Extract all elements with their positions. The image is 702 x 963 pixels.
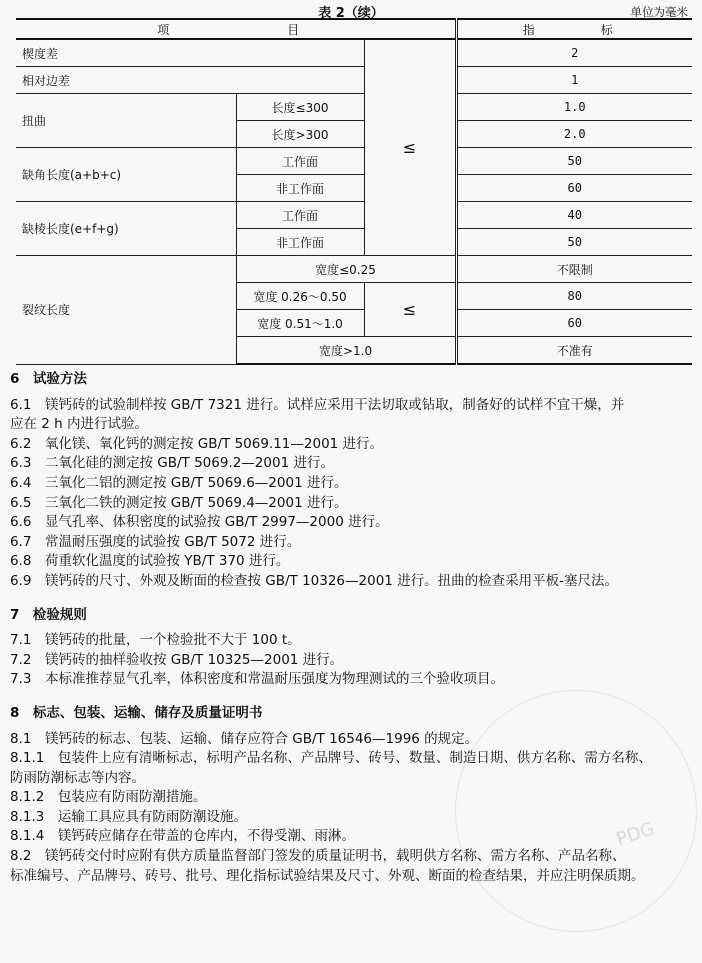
row-value: 不准有: [456, 337, 692, 365]
paragraph: 6.8 荷重软化温度的试验按 YB/T 370 进行。: [10, 553, 290, 570]
sub-label: 非工作面: [236, 175, 364, 202]
paragraph: 8.2 镁钙砖交付时应附有供方质量监督部门签发的质量证明书，载明供方名称、需方名称、产品名称、: [10, 848, 626, 865]
row-value: 不限制: [456, 256, 692, 283]
paragraph: 6.9 镁钙砖的尺寸、外观及断面的检查按 GB/T 10326—2001 进行。扭曲的检查采用平板-塞尺法。: [10, 572, 619, 589]
row-value: 40: [456, 202, 692, 229]
sub-label: 宽度>1.0: [236, 337, 456, 365]
row-value: 1: [456, 67, 692, 94]
paragraph: 8.1.4 镁钙砖应储存在带盖的仓库内，不得受潮、雨淋。: [10, 828, 355, 845]
row-value: 50: [456, 148, 692, 175]
row-value: 1.0: [456, 94, 692, 121]
row-value: 80: [456, 283, 692, 310]
row-label: 扭曲: [16, 94, 236, 148]
row-value: 2: [456, 39, 692, 67]
unit-note: 单位为毫米: [630, 5, 688, 19]
header-item: 项 目: [16, 19, 456, 39]
section-heading: 7 检验规则: [10, 606, 87, 623]
row-value: 60: [456, 310, 692, 337]
sub-label: 长度≤300: [236, 94, 364, 121]
paragraph: 7.2 镁钙砖的抽样验收按 GB/T 10325—2001 进行。: [10, 651, 344, 668]
paragraph: 防雨防潮标志等内容。: [10, 769, 145, 786]
table-header-row: [16, 19, 692, 39]
paragraph: 6.2 氧化镁、氧化钙的测定按 GB/T 5069.11—2001 进行。: [10, 435, 384, 452]
paragraph: 6.6 显气孔率、体积密度的试验按 GB/T 2997—2000 进行。: [10, 514, 389, 531]
table-row: [16, 67, 692, 94]
row-label: 楔度差: [16, 39, 364, 67]
table-row: [16, 148, 692, 175]
table-caption: [0, 2, 702, 21]
row-value: 2.0: [456, 121, 692, 148]
le-symbol: ≤: [364, 39, 456, 256]
sub-label: 工作面: [236, 202, 364, 229]
paragraph: 6.5 三氧化二铁的测定按 GB/T 5069.4—2001 进行。: [10, 494, 348, 511]
row-value: 60: [456, 175, 692, 202]
paragraph: 8.1.1 包装件上应有清晰标志，标明产品名称、产品牌号、砖号、数量、制造日期、供方名称、需方名称、: [10, 750, 652, 767]
paragraph: 8.1.2 包装应有防雨防潮措施。: [10, 789, 207, 806]
table-row: [16, 256, 692, 283]
paragraph: 6.1 镁钙砖的试验制样按 GB/T 7321 进行。试样应采用干法切取或钻取，制备好的试样不宜干燥，并: [10, 396, 625, 413]
sub-label: 宽度 0.51～1.0: [236, 310, 364, 337]
section-heading: 8 标志、包装、运输、储存及质量证明书: [10, 704, 263, 721]
spec-table: [16, 18, 692, 365]
paragraph: 标准编号、产品牌号、砖号、批号、理化指标试验结果及尺寸、外观、断面的检查结果，并应注明保质期。: [10, 867, 645, 884]
row-label: 缺角长度(a+b+c): [16, 148, 236, 202]
row-value: 50: [456, 229, 692, 256]
table-row: [16, 94, 692, 121]
le-symbol-crack: ≤: [364, 283, 456, 337]
sub-label: 工作面: [236, 148, 364, 175]
paragraph: 7.3 本标准推荐显气孔率，体积密度和常温耐压强度为物理测试的三个验收项目。: [10, 671, 504, 688]
paragraph: 应在 2 h 内进行试验。: [10, 416, 149, 433]
sub-label: 宽度≤0.25: [236, 256, 456, 283]
sub-label: 宽度 0.26～0.50: [236, 283, 364, 310]
watermark-text: PDG: [613, 818, 658, 851]
paragraph: 8.1 镁钙砖的标志、包装、运输、储存应符合 GB/T 16546—1996 的规定。: [10, 730, 479, 747]
paragraph: 8.1.3 运输工具应具有防雨防潮设施。: [10, 808, 247, 825]
table-title: 表 2（续）: [318, 6, 384, 21]
sub-label: 长度>300: [236, 121, 364, 148]
paragraph: 6.4 三氧化二铝的测定按 GB/T 5069.6—2001 进行。: [10, 474, 348, 491]
row-label: 相对边差: [16, 67, 364, 94]
row-label: 裂纹长度: [16, 256, 236, 365]
paragraph: 7.1 镁钙砖的批量，一个检验批不大于 100 t。: [10, 632, 301, 649]
table-row: [16, 39, 692, 67]
row-label: 缺棱长度(e+f+g): [16, 202, 236, 256]
paragraph: 6.7 常温耐压强度的试验按 GB/T 5072 进行。: [10, 533, 301, 550]
header-index: 指 标: [456, 19, 692, 39]
section-heading: 6 试验方法: [10, 371, 87, 387]
paragraph: 6.3 二氧化硅的测定按 GB/T 5069.2—2001 进行。: [10, 455, 334, 472]
table-row: [16, 202, 692, 229]
sub-label: 非工作面: [236, 229, 364, 256]
